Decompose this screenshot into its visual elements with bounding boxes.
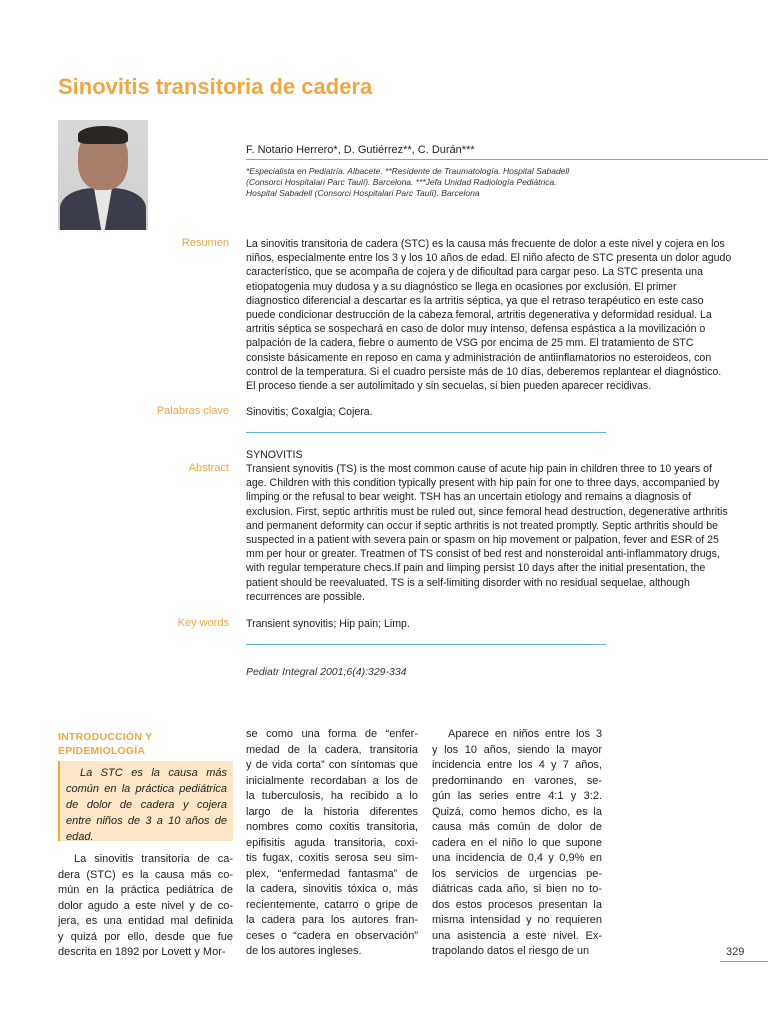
text-line: dos estos procesos presentan la — [432, 898, 602, 911]
text-line: incidencia entre los 4 y 7 años, — [432, 759, 602, 771]
text-line: largo de la historia diferentes — [246, 805, 418, 818]
text-line: cadera en el niño lo que supone — [432, 836, 602, 849]
text-line: una asistencia a este nivel. Ex- — [432, 929, 602, 942]
body-column-1 — [58, 852, 233, 961]
text-line: los servicios de urgencias pe- — [432, 867, 602, 880]
text-line: se como una forma de “enfer- — [246, 728, 418, 740]
abstract-heading: SYNOVITIS — [246, 449, 303, 461]
text-line: tis fugax, coxitis serosa seu sim- — [246, 852, 418, 864]
resumen-label: Resumen — [181, 237, 229, 249]
key-words-label: Key words — [177, 617, 229, 629]
text-line: Quizá, como hemos dicho, es la — [432, 805, 602, 818]
text-line: y los 10 años, siendo la mayor — [432, 743, 602, 756]
affiliation-line: *Especialista en Pediatría. Albacete. **Residente de Traumatología. Hospital Sabadell — [246, 166, 570, 176]
text-line: de los autores ingleses. — [246, 945, 362, 957]
text-line: predominando en varones, se- — [432, 774, 602, 787]
text-line: causa más común de dolor de — [432, 821, 602, 833]
highlight-box — [58, 761, 233, 841]
text-line: gún las series entre 4:1 y 3:2. — [432, 790, 602, 802]
text-line: la tuberculosis, ha recibido a lo — [246, 790, 418, 802]
text-line: la cadera para los autores fran- — [246, 914, 418, 926]
text-line: recientemente, catarro o gripe de — [246, 898, 418, 911]
section-heading-line: INTRODUCCIÓN Y — [58, 731, 153, 743]
text-line: plex, “enfermedad fantasma” de — [246, 867, 418, 880]
affiliation-line: Hospital Sabadell (Consorci Hospitalari Parc Taulí). Barcelona — [246, 188, 480, 198]
section-divider — [246, 644, 606, 645]
text-line: inicialmente recordaban a los de — [246, 774, 418, 787]
body-column-2 — [246, 727, 418, 960]
text-line: dera (STC) es la causa más co- — [58, 868, 233, 881]
text-line: Aparece en niños entre los 3 — [448, 728, 602, 740]
author-affiliations — [246, 166, 746, 199]
body-column-3 — [432, 727, 602, 960]
abstract-text: Transient synovitis (TS) is the most common cause of acute hip pain in children three to 10 years of age. Children with this condition typically present with hip pain for one to three days, accompanied by limping or the refusal to bear weight. TSH has an uncertain etiology and remains a diagnosis of exclusion. First, septic arthritis must be ruled out, since femoral head destruction, degenerative arthritis and permanent deformity can occur if septic arthritis is not treated promptly. Septic arthritis should be suspected in a patient with severa pain or spasm on hip movement or palpation, fever and ESR of 25 mm per hour or greater. Treatmen of TS consist of bed rest and nonsteroidal anti-inflammatory drugs, with regular temperature checs.If pain and limping persist 10 days after the initial presentation, the patient should be reevaluated. TS is a self-limiting disorder with no residual sequelae, although recurrences are possible. — [246, 463, 728, 603]
abstract-label: Abstract — [188, 462, 229, 474]
author-divider — [246, 159, 768, 160]
text-line: jera, es una entidad mal definida — [58, 915, 233, 927]
text-line: mún en la práctica pediátrica de — [58, 884, 233, 896]
text-line: la cadera, sinovitis tóxica o, más — [246, 883, 418, 895]
text-line: nombres como coxitis transitoria, — [246, 821, 418, 833]
text-line: medad de la cadera, transitoria — [246, 743, 418, 756]
text-line: dolor agudo a este nivel y de co- — [58, 899, 233, 912]
section-heading-line: EPIDEMIOLOGÍA — [58, 745, 146, 757]
palabras-clave-label: Palabras clave — [156, 405, 229, 417]
text-line: y quizá por ello, desde que fue — [58, 930, 233, 943]
page-number: 329 — [726, 946, 745, 958]
highlight-text: La STC es la causa más común en la práctica pediátrica de dolor de cadera y cojera entre niños de 3 a 10 años de edad. — [66, 767, 227, 843]
text-line: y de vida corta” con síntomas que — [246, 759, 418, 771]
author-photo — [58, 120, 148, 230]
journal-citation: Pediatr Integral 2001;6(4):329-334 — [246, 666, 407, 678]
key-words-text: Transient synovitis; Hip pain; Limp. — [246, 618, 410, 630]
text-line: descrita en 1892 por Lovett y Mor- — [58, 946, 226, 958]
text-line: epifisitis aguda transitoria, coxi- — [246, 836, 418, 849]
text-line: misma intensidad y no requieren — [432, 914, 602, 926]
text-line: una incidencia de 0,4 y 0,9% en — [432, 852, 602, 864]
section-divider — [246, 432, 606, 433]
article-title: Sinovitis transitoria de cadera — [58, 74, 373, 99]
resumen-text: La sinovitis transitoria de cadera (STC) es la causa más frecuente de dolor a este nivel y cojera en los niños, especialmente entre los 3 y los 10 años de edad. El niño afecto de STC presenta un dolor agudo característico, que se acompaña de cojera y de dificultad para cargar peso. La STC presenta una etiopatogenia muy dudosa y a su diagnóstico se llega en ocasiones por exclusión. El primer diagnostico diferencial a descartar es la artritis séptica, ya que el retraso terapéutico en este caso puede condicionar destrucción de la cabeza femoral, artritis degenerativa y deformidad residual. La artritis séptica se sospechará en caso de dolor muy intenso, defensa espástica a la movilización o palpación de la cadera, fiebre o aumento de VSG por encima de 25 mm. El tratamiento de STC consiste básicamente en reposo en cama y administración de antiinflamatorios no esteroideos, con control de la temperatura. Si el cuadro persiste más de 10 días, deberemos replantear el diagnóstico. El proceso tiende a ser autolimitado y sin secuelas, si bien pueden aparecer recidivas. — [246, 238, 732, 393]
affiliation-line: (Consorci Hospitalari Parc Taulí). Barcelona. ***Jefa Unidad Radiología Pediátrica. — [246, 177, 557, 187]
section-heading — [58, 730, 233, 758]
page-number-rule — [720, 961, 768, 962]
author-list: F. Notario Herrero*, D. Gutiérrez**, C. Durán*** — [246, 144, 475, 156]
text-line: La sinovitis transitoria de ca- — [74, 853, 233, 865]
palabras-clave-text: Sinovitis; Coxalgia; Cojera. — [246, 406, 373, 418]
text-line: trapolando datos el riesgo de un — [432, 945, 590, 957]
text-line: diátricas cada año, si bien no to- — [432, 883, 602, 895]
text-line: ceses o “cadera en observación” — [246, 929, 418, 942]
